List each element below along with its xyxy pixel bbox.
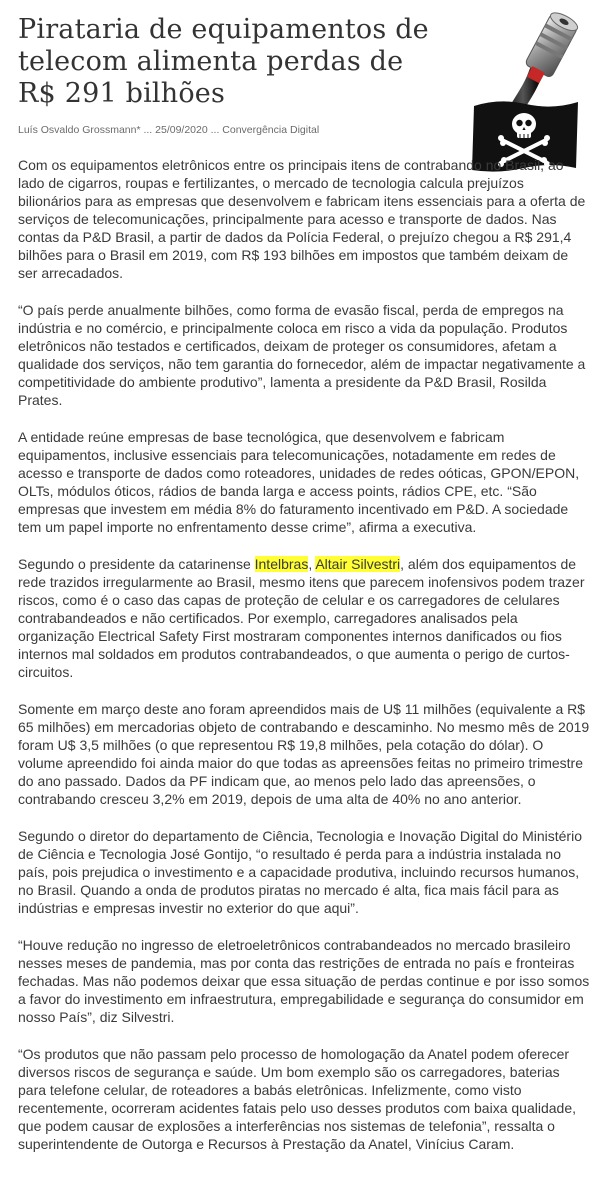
article-paragraph: Somente em março deste ano foram apreendidos mais de U$ 11 milhões (equivalente a R$ 65 milhões) em mercadorias objeto de contrabando e descaminho. No mesmo mês de 2019 foram U$ 3,5 milhões (o que representou R$ 19,8 milhões, pela cotação do dólar). O volume apreendido foi ainda maior do que todas as apreensões feitas no primeiro trimestre do ano passado. Dados da PF indicam que, ao menos pelo lado das apreensões, o contrabando cresceu 3,2% em 2019, depois de uma alta de 40% no ano anterior. [18, 701, 590, 807]
article-paragraph: Com os equipamentos eletrônicos entre os principais itens de contrabando no Brasil, ao lado de cigarros, roupas e fertilizantes, o mercado de tecnologia calcula prejuízos bilionários para as empresas que desenvolvem e fabricam itens essenciais para a oferta de serviços de telecomunicações, principalmente para acesso e transporte de dados. Nas contas da P&D Brasil, a partir de dados da Polícia Federal, o prejuízo chegou a R$ 291,4 bilhões para o Brasil em 2019, com R$ 193 bilhões em impostos que também deixam de ser arrecadados. [18, 157, 586, 281]
article-paragraph [18, 555, 590, 681]
article-paragraph: Segundo o diretor do departamento de Ciência, Tecnologia e Inovação Digital do Ministério de Ciência e Tecnologia José Gontijo, “o resultado é perda para a indústria instalada no país, pois prejudica o investimento e a capacidade produtiva, incluindo recursos humanos, no Brasil. Quando a onda de produtos piratas no mercado é alta, fica mais fácil para as indústrias e empresas investir no exterior do que aqui”. [18, 828, 582, 916]
article-byline: Luís Osvaldo Grossmann* ... 25/09/2020 ... Convergência Digital [18, 124, 320, 136]
highlighted-person-name: Altair Silvestri [315, 556, 401, 572]
paragraph-text: Segundo o presidente da catarinense [18, 556, 255, 572]
highlighted-company-name: Intelbras [254, 556, 309, 572]
article [18, 14, 590, 1172]
paragraph-text: , além dos equipamentos de rede trazidos irregularmente ao Brasil, mesmo itens que parecem inofensivos podem trazer riscos, como é o caso das capas de proteção de celular e os carregadores de celulares contrabandeados e não certificados. Por exemplo, carregadores analisados pela organização Electrical Safety First mostraram componentes internos danificados ou fios internos mal soldados em produtos contrabandeados, o que aumenta o perigo de curtos-circuitos. [18, 556, 585, 680]
article-body [18, 156, 590, 1153]
article-title: Pirataria de equipamentos de telecom alimenta perdas de R$ 291 bilhões [18, 14, 429, 109]
paragraph-text: , [308, 556, 316, 572]
article-paragraph: “Os produtos que não passam pelo processo de homologação da Anatel podem oferecer diversos riscos de segurança e saúde. Um bom exemplo são os carregadores, baterias para telefone celular, de roteadores a babás eletrônicas. Infelizmente, como visto recentemente, ocorreram acidentes fatais pelo uso desses produtos com baixa qualidade, que podem causar de explosões a interferências nos sistemas de telefonia”, ressalta o superintendente de Outorga e Recursos à Prestação da Anatel, Vinícius Caram. [18, 1046, 576, 1152]
article-paragraph: “Houve redução no ingresso de eletroeletrônicos contrabandeados no mercado brasileiro nesses meses de pandemia, mas por conta das restrições de entrada no país e fronteiras fechadas. Mas não podemos deixar que essa situação de perdas continue e por isso somos a favor do investimento em infraestrutura, empregabilidade e segurança do consumidor em nosso País”, diz Silvestri. [18, 937, 590, 1025]
article-paragraph: “O país perde anualmente bilhões, como forma de evasão fiscal, perda de empregos na indústria e no comércio, e principalmente coloca em risco a vida da população. Produtos eletrônicos não testados e certificados, deixam de proteger os consumidores, afetam a qualidade dos serviços, não tem garantia do fornecedor, além de impactar negativamente a competitividade do ambiente produtivo”, lamenta a presidente da P&D Brasil, Rosilda Prates. [18, 302, 586, 408]
article-paragraph: A entidade reúne empresas de base tecnológica, que desenvolvem e fabricam equipamentos, inclusive essenciais para telecomunicações, notadamente em redes de acesso e transporte de dados como roteadores, unidades de redes oóticas, GPON/EPON, OLTs, módulos óticos, rádios de banda larga e access points, rádios CPE, etc. “São empresas que investem em média 8% do faturamento incentivado em P&D. A sociedade tem um papel importe no enfrentamento desse crime”, afirma a executiva. [18, 429, 580, 535]
